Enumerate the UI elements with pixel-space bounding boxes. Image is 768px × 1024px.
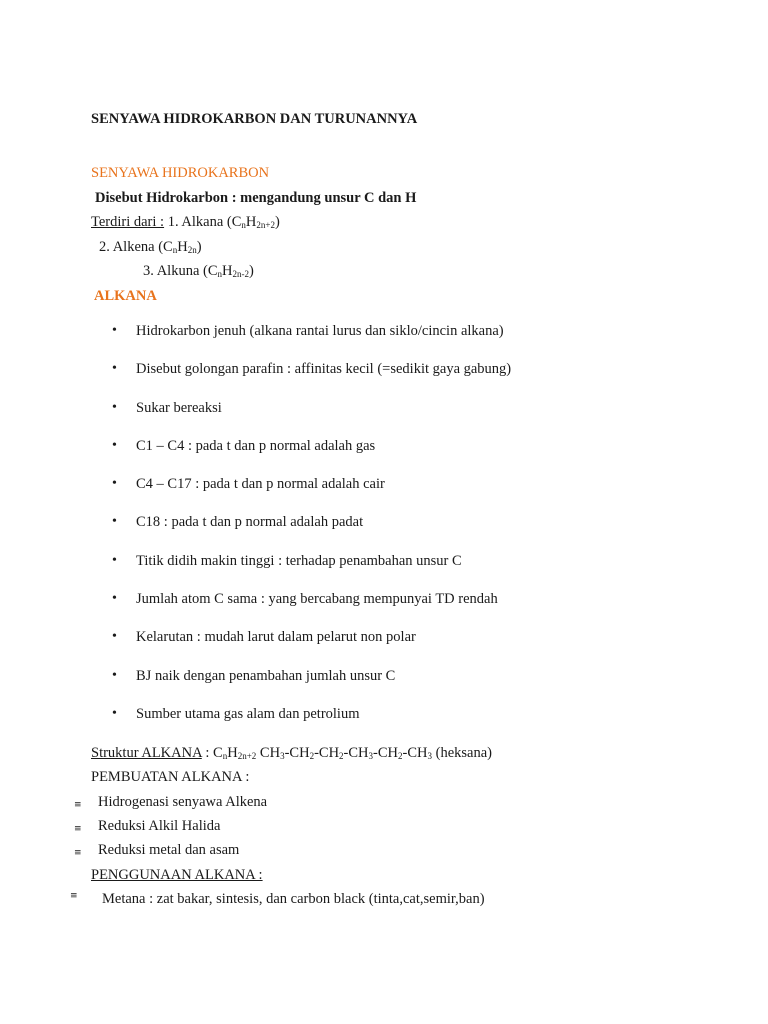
list-item: • Titik didih makin tinggi : terhadap penambahan unsur C xyxy=(112,552,511,590)
list-item: • C1 – C4 : pada t dan p normal adalah gas xyxy=(112,437,511,475)
list-item: • Hidrokarbon jenuh (alkana rantai lurus dan siklo/cincin alkana) xyxy=(112,322,511,360)
list-item: • C4 – C17 : pada t dan p normal adalah cair xyxy=(112,475,511,513)
list-marker-icon: ≡ xyxy=(74,824,82,834)
list-item: Reduksi Alkil Halida xyxy=(98,818,221,834)
list-item: Metana : zat bakar, sintesis, dan carbon black (tinta,cat,semir,ban) xyxy=(102,891,485,907)
penggunaan-heading: PENGGUNAAN ALKANA : xyxy=(91,867,263,883)
list-item: Reduksi metal dan asam xyxy=(98,842,240,858)
list-item: • Kelarutan : mudah larut dalam pelarut non polar xyxy=(112,628,511,666)
list-marker-icon: ≡ xyxy=(74,848,82,858)
list-marker-icon: ≡ xyxy=(70,891,78,901)
list-item: • Sukar bereaksi xyxy=(112,399,511,437)
list-item: Hidrogenasi senyawa Alkena xyxy=(98,794,268,810)
alkana-formula-item: 1. Alkana $(C_nH_{2n+2})$ xyxy=(167,214,280,230)
list-item: • BJ naik dengan penambahan jumlah unsur C xyxy=(112,667,511,705)
struktur-label: Struktur ALKANA xyxy=(91,745,202,761)
struktur-alkana-line: Struktur ALKANA : $C_nH_{2n+2}$ $CH_3-CH_2-CH_2-CH_3-CH_2-CH_3$ (heksana) xyxy=(91,745,492,761)
definition-line: Disebut Hidrokarbon : mengandung unsur C dan H xyxy=(95,190,417,206)
alkena-formula-item: 2. Alkena $(C_nH_{2n})$ xyxy=(99,239,202,255)
section-heading-hidrokarbon: SENYAWA HIDROKARBON xyxy=(91,165,270,181)
list-item: • Sumber utama gas alam dan petrolium xyxy=(112,705,511,743)
alkuna-formula-item: 3. Alkuna $(C_nH_{2n-2})$ xyxy=(143,263,254,279)
terdiri-label: Terdiri dari : xyxy=(91,214,165,230)
list-item: • Disebut golongan parafin : affinitas kecil (=sedikit gaya gabung) xyxy=(112,360,511,398)
section-heading-alkana: ALKANA xyxy=(94,288,157,304)
list-item: • Jumlah atom C sama : yang bercabang mempunyai TD rendah xyxy=(112,590,511,628)
terdiri-line xyxy=(91,213,280,234)
list-item: • C18 : pada t dan p normal adalah padat xyxy=(112,513,511,551)
document-title: SENYAWA HIDROKARBON DAN TURUNANNYA xyxy=(91,111,418,127)
pembuatan-heading: PEMBUATAN ALKANA : xyxy=(91,769,250,785)
alkana-bullet-list xyxy=(112,322,511,743)
list-marker-icon: ≡ xyxy=(74,800,82,810)
